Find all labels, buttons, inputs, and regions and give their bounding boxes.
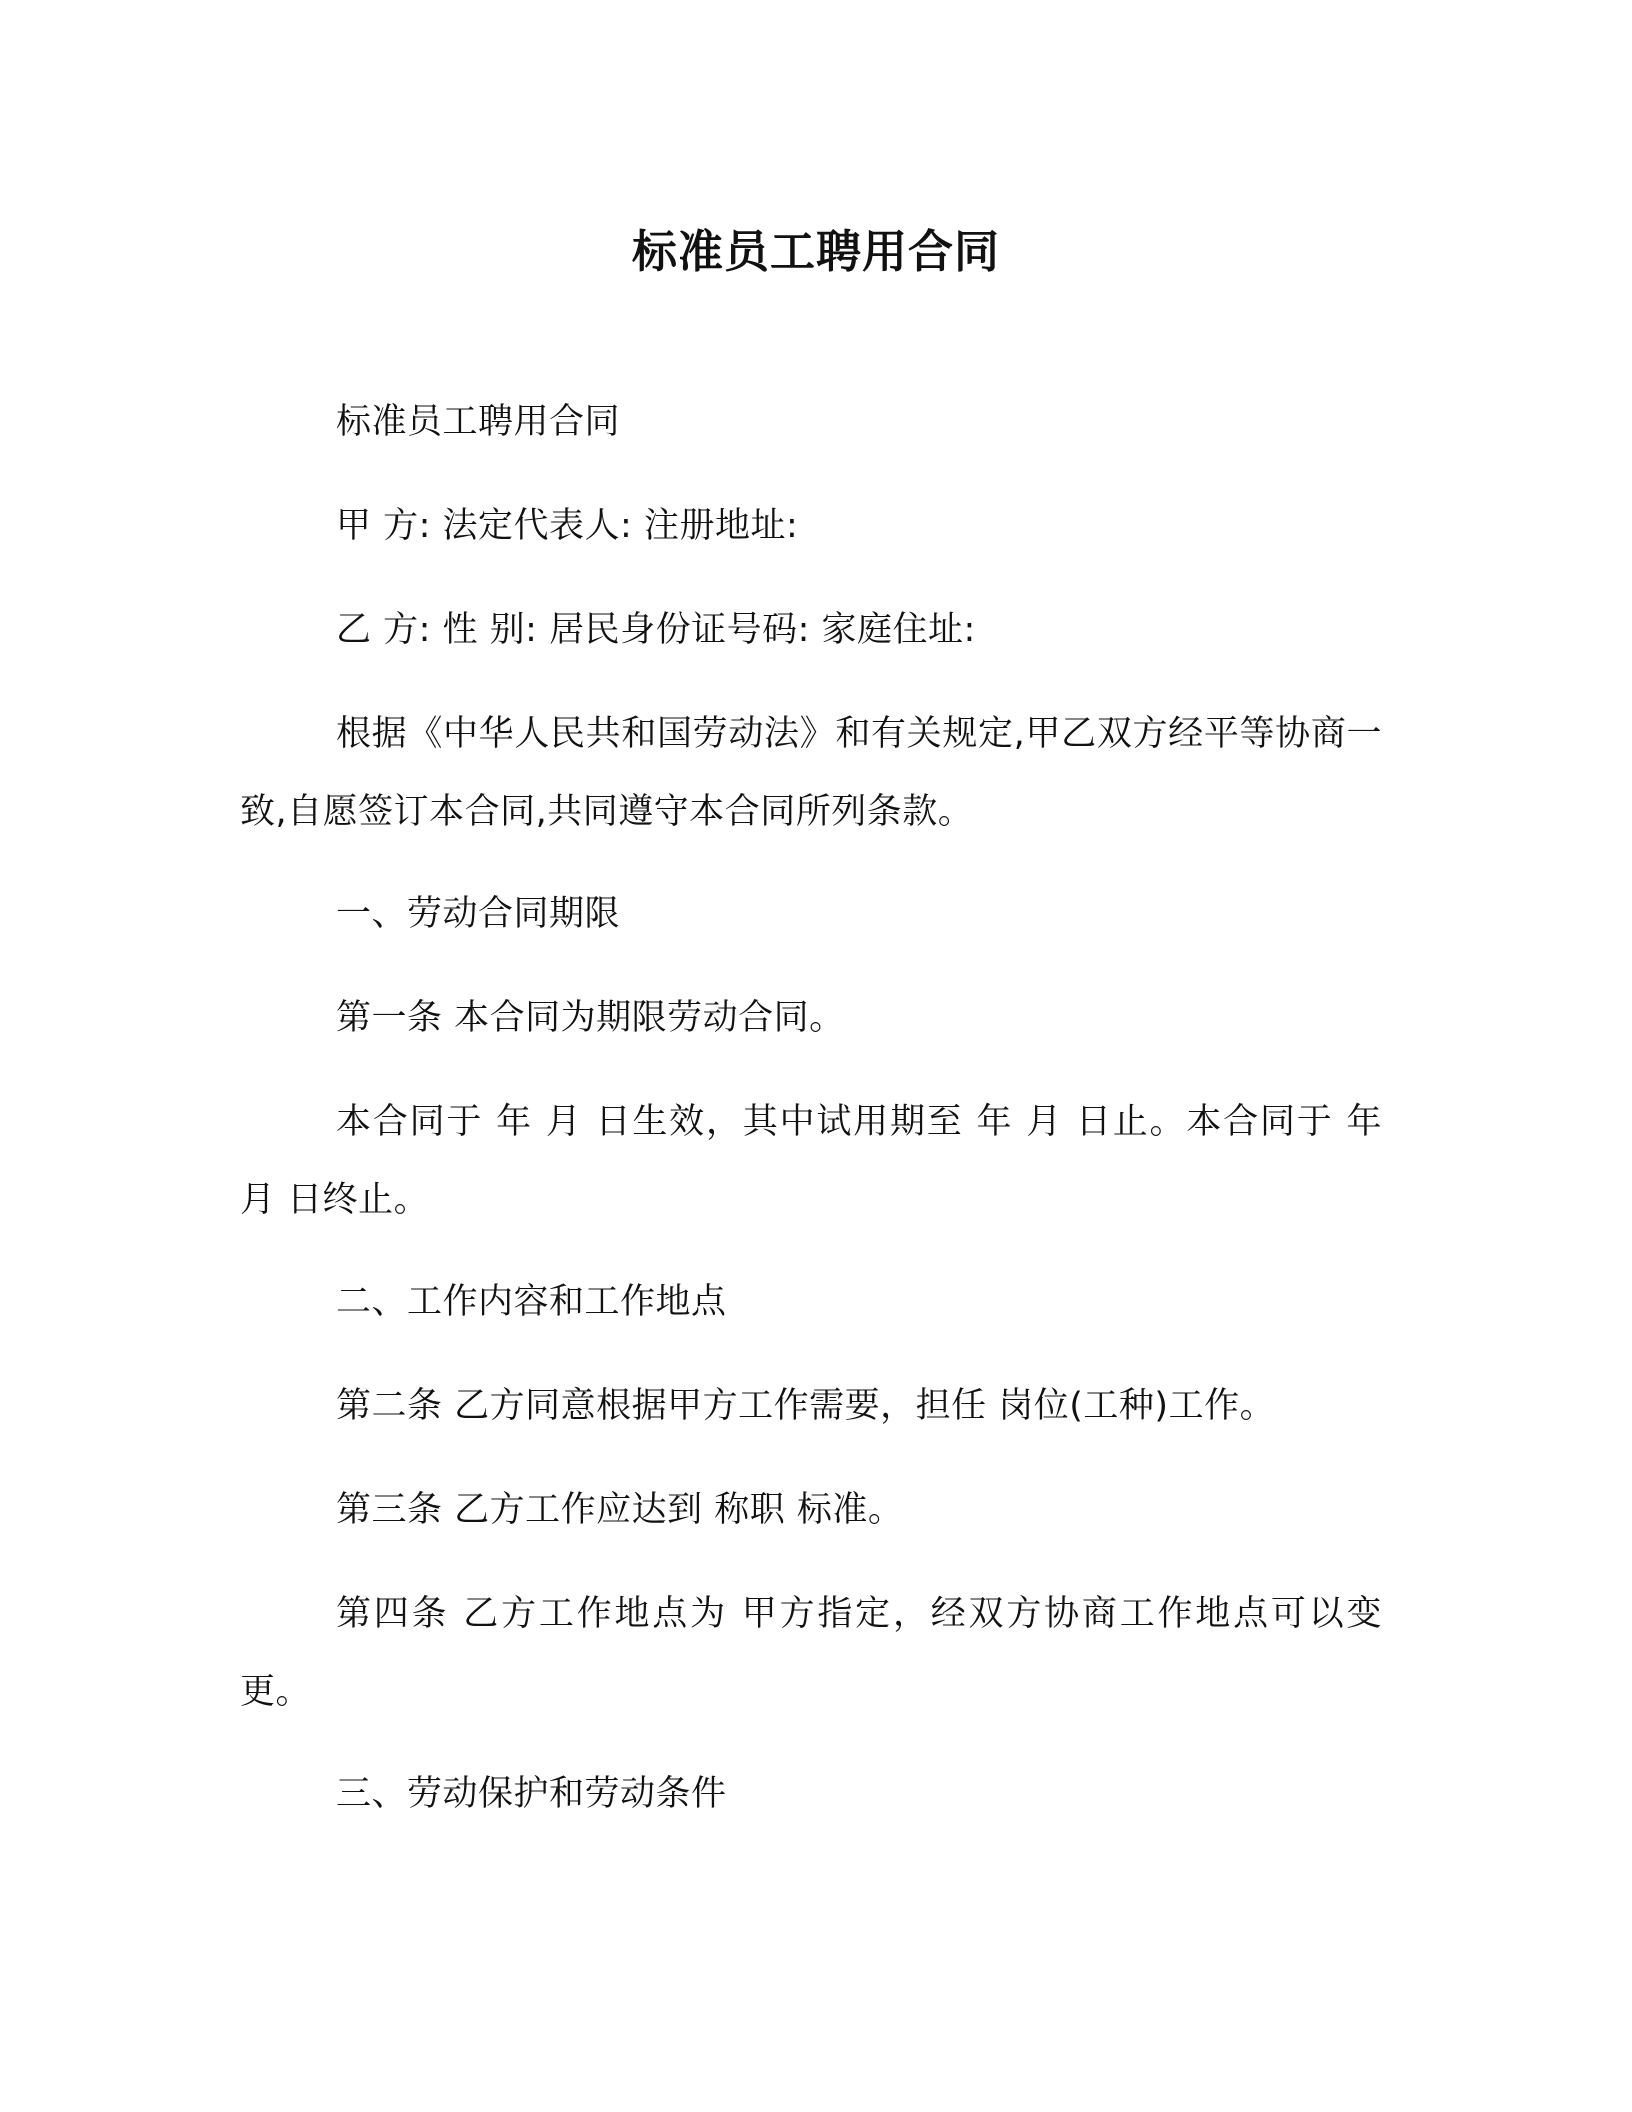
article-2: 第二条 乙方同意根据甲方工作需要，担任 岗位(工种)工作。 xyxy=(336,1386,1276,1426)
article-3: 第三条 乙方工作应达到 称职 标准。 xyxy=(336,1490,904,1530)
article-1: 第一条 本合同为期限劳动合同。 xyxy=(336,998,845,1038)
paragraph-party-a: 甲 方: 法定代表人: 注册地址: xyxy=(336,506,799,546)
section-heading-term: 一、劳动合同期限 xyxy=(336,894,621,934)
paragraph-effective-dates: 本合同于 年 月 日生效，其中试用期至 年 月 日止。本合同于 年 月 日终止。 xyxy=(240,1102,1382,1220)
section-heading-protection: 三、劳动保护和劳动条件 xyxy=(336,1774,727,1814)
paragraph-preamble: 根据《中华人民共和国劳动法》和有关规定,甲乙双方经平等协商一致,自愿签订本合同,共同遵守本合同所列条款。 xyxy=(240,714,1382,832)
paragraph-party-b: 乙 方: 性 别: 居民身份证号码: 家庭住址: xyxy=(336,610,976,650)
document-title: 标准员工聘用合同 xyxy=(631,225,1000,278)
section-heading-work: 二、工作内容和工作地点 xyxy=(336,1282,727,1322)
article-4: 第四条 乙方工作地点为 甲方指定，经双方协商工作地点可以变更。 xyxy=(240,1594,1382,1712)
paragraph-heading-repeat: 标准员工聘用合同 xyxy=(336,402,621,442)
